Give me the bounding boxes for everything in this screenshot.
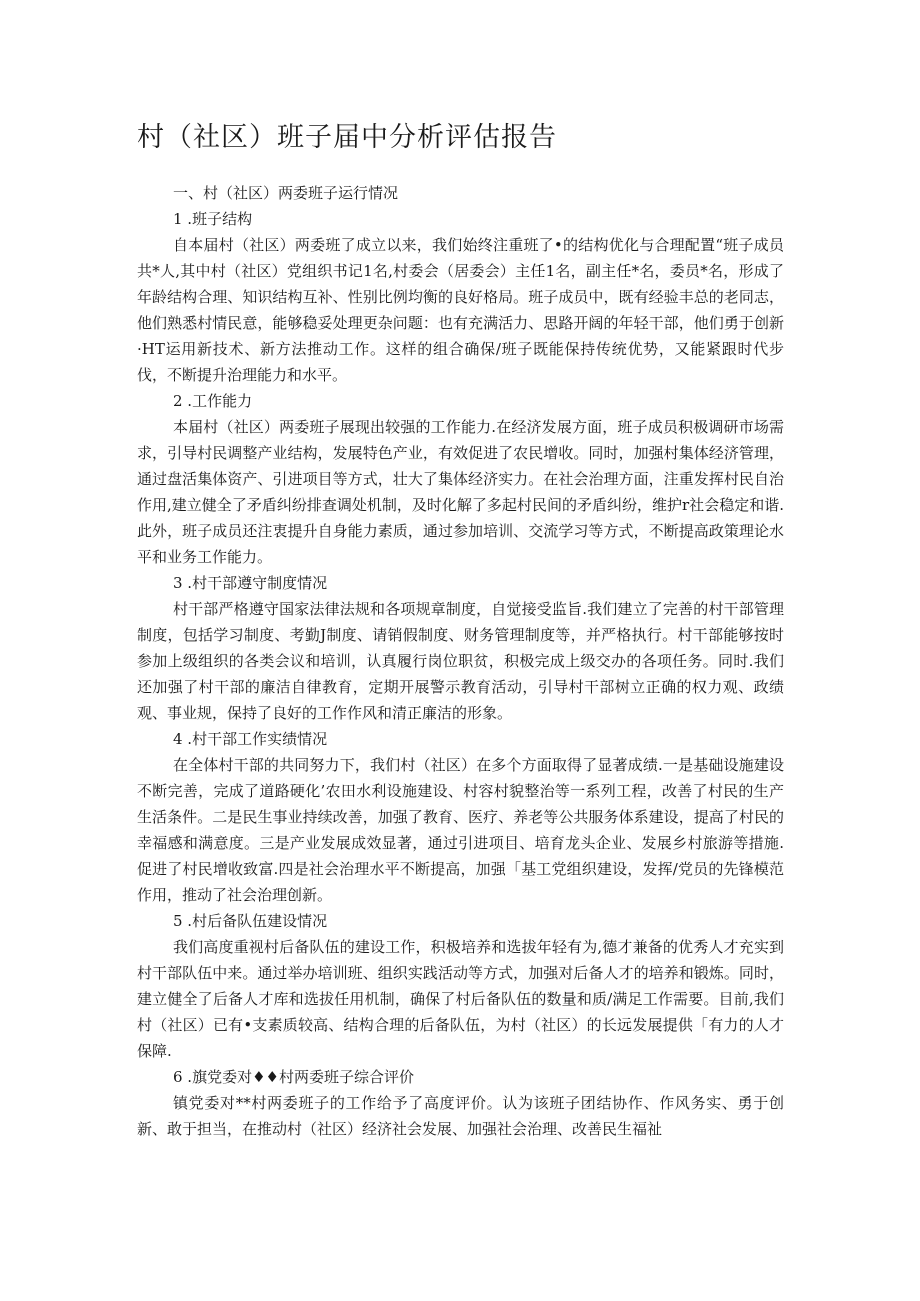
paragraph: 自本届村（社区）两委班了成立以来，我们始终注重班了•的结构优化与合理配置“班子成员共*人,其中村（社区）党组织书记1名,村委会（居委会）主任1名，副主任*名，委员*名，形成了年龄结构合理、知识结构互补、性别比例均衡的良好格局。班子成员中，既有经验丰总的老同志，他们熟悉村情民意，能够稳妥处理更杂问题：也有充满活力、思路开阔的年轻干部，他们勇于创新·HT运用新技术、新方法推动工作。这样的组合确保/班子既能保持传统优势，又能紧跟时代步伐，不断提升治理能力和水平。 (137, 236, 784, 384)
subsection-heading: 1 .班子结构 (173, 210, 253, 228)
paragraph: 我们高度重视村后备队伍的建设工作，积极培养和选拔年轻有为,德才兼备的优秀人才充实到村干部队伍中来。通过举办培训班、组织实践活动等方式，加强对后备人才的培养和锻炼。同时，建立健全了后备人才库和选拔任用机制，确保了村后备队伍的数量和质/满足工作需要。目前,我们村（社区）已有•支素质较高、结构合理的后备队伍，为村（社区）的长远发展提供「有力的人才保障. (137, 938, 784, 1060)
section-1 (137, 206, 784, 388)
section-3 (137, 570, 784, 726)
subsection-heading: 3 .村干部遵守制度情况 (173, 574, 328, 592)
paragraph: 本届村（社区）两委班子展现出较强的工作能力.在经济发展方面，班子成员积极调研市场需求，引导村民调整产业结构，发展特色产业，有效促进了农民增收。同时，加强村集体经济管理，通过盘活集体资产、引进项目等方式，壮大了集体经济实力。在社会治理方面，注重发挥村民自治作用,建立健全了矛盾纠纷排查调处机制，及时化解了多起村民间的矛盾纠纷，维护r社会稳定和谐.此外，班子成员还注衷提升自身能力素质，通过参加培训、交流学习等方式，不断提高政策理论水平和业务工作能力。 (137, 418, 784, 566)
section-6 (137, 1064, 784, 1142)
paragraph: 村干部严格遵守国家法律法规和各项规章制度，自觉接受监旨.我们建立了完善的村干部管理制度，包括学习制度、考勤J制度、请销假制度、财务管理制度等，并严格执行。村干部能够按时参加上级组织的各类会议和培训，认真履行岗位职贫，积极完成上级交办的各项任务。同时.我们还加强了村干部的廉洁自律教育，定期开展警示教育活动，引导村干部树立正确的权力观、政绩观、事业规，保持了良好的工作作风和清正廉洁的形象。 (137, 600, 784, 722)
subsection-heading: 5 .村后备队伍建设情况 (173, 912, 328, 930)
document-title: 村（社区）班子届中分析评估报告 (137, 122, 557, 153)
subsection-heading: 2 .工作能力 (173, 392, 253, 410)
subsection-heading: 4 .村干部工作实绩情况 (173, 730, 328, 748)
section-heading-main: 一、村（社区）两委班子运行情况 (173, 184, 399, 202)
section-4 (137, 726, 784, 908)
paragraph: 镇党委对**村两委班子的工作给予了高度评价。认为该班子团结协作、作风务实、勇于创新、敢于担当，在推动村（社区）经济社会发展、加强社会治理、改善民生福祉 (137, 1094, 784, 1138)
paragraph: 在全体村干部的共同努力下，我们村（社区）在多个方面取得了显著成绩.一是基础设施建设不断完善，完成了道路硬化’农田水利设施建设、村容村貌整治等一系列工程，改善了村民的生产生活条件。二是民生事业持续改善，加强了教育、医疗、养老等公共服务体系建设，提高了村民的幸福感和满意度。三是产业发展成效显著，通过引进项目、培育龙头企业、发展乡村旅游等措施.促进了村民增收致富.四是社会治理水平不断提高，加强「基工党组织建设，发挥/党员的先锋模范作用，推动了社会治理创新。 (137, 756, 784, 904)
document-page (137, 118, 784, 1142)
section-5 (137, 908, 784, 1064)
subsection-heading: 6 .旗党委对♦♦村两委班子综合评价 (173, 1068, 414, 1086)
section-2 (137, 388, 784, 570)
